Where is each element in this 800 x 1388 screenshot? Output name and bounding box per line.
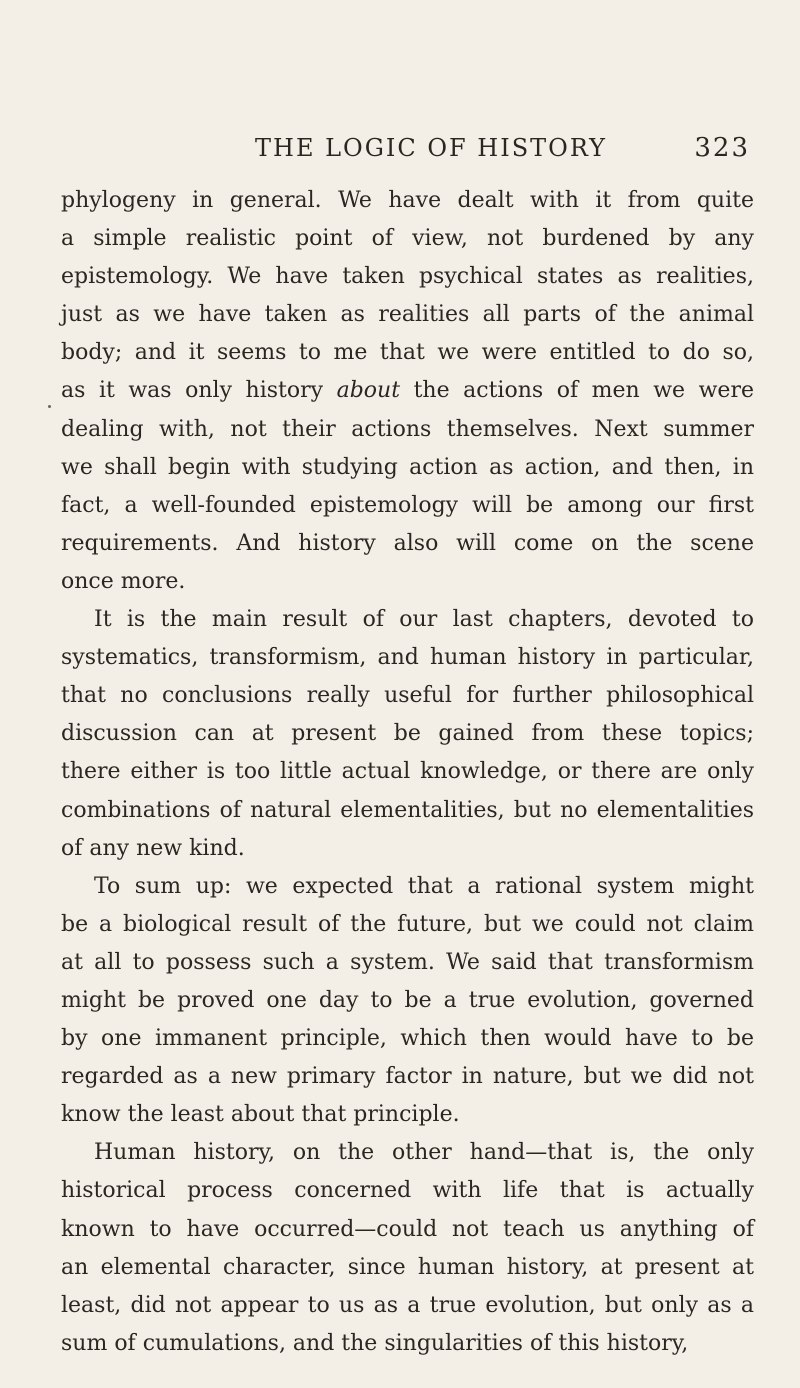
text-line: be a biological result of the future, but we could not claim [61,911,754,937]
text-line: combinations of natural elementalities, but no elementalities [61,797,754,823]
text-line: fact, a well-founded epistemology will be among our first [61,492,754,518]
text-line: systematics, transformism, and human history in particular, [61,645,754,671]
text-line: dealing with, not their actions themselves. Next summer [61,416,754,442]
text-line: as it was only history about the actions of men we were [61,378,754,404]
text-line: It is the main result of our last chapters, devoted to [94,607,754,633]
text-line: sum of cumulations, and the singularities of this history, [61,1330,689,1356]
text-line: of any new kind. [61,835,245,861]
body-text [61,182,754,1363]
text-line: requirements. And history also will come on the scene [61,530,754,556]
text-line: discussion can at present be gained from these topics; [61,721,754,747]
text-line: body; and it seems to me that we were entitled to do so, [61,340,754,366]
text-line: might be proved one day to be a true evolution, governed [61,987,754,1013]
margin-mark [48,405,51,408]
text-line: an elemental character, since human history, at present at [61,1254,754,1280]
text-line: historical process concerned with life that is actually [61,1178,754,1204]
text-line: To sum up: we expected that a rational system might [94,873,754,899]
paragraph [61,868,754,1135]
text-line: once more. [61,568,186,594]
text-line: at all to possess such a system. We said that transformism [61,949,754,975]
text-line: by one immanent principle, which then would have to be [61,1026,754,1052]
paragraph [61,1134,754,1363]
text-line: regarded as a new primary factor in nature, but we did not [61,1064,754,1090]
paragraph [61,182,754,601]
emphasized-word: about [336,378,401,404]
text-line: Human history, on the other hand—that is, the only [94,1140,754,1166]
paragraph [61,601,754,868]
text-line: that no conclusions really useful for further philosophical [61,683,754,709]
text-line: we shall begin with studying action as action, and then, in [61,454,754,480]
text-line: there either is too little actual knowledge, or there are only [61,759,754,785]
text-line: just as we have taken as realities all parts of the animal [61,302,754,328]
text-line: a simple realistic point of view, not burdened by any [61,226,754,252]
running-title: THE LOGIC OF HISTORY [255,134,608,162]
text-line: least, did not appear to us as a true evolution, but only as a [61,1292,754,1318]
page-header [0,128,800,168]
page-number: 323 [694,133,750,163]
text-line: epistemology. We have taken psychical states as realities, [61,264,754,290]
text-line: known to have occurred—could not teach us anything of [61,1216,754,1242]
text-line: know the least about that principle. [61,1102,460,1128]
text-line: phylogeny in general. We have dealt with it from quite [61,188,754,213]
